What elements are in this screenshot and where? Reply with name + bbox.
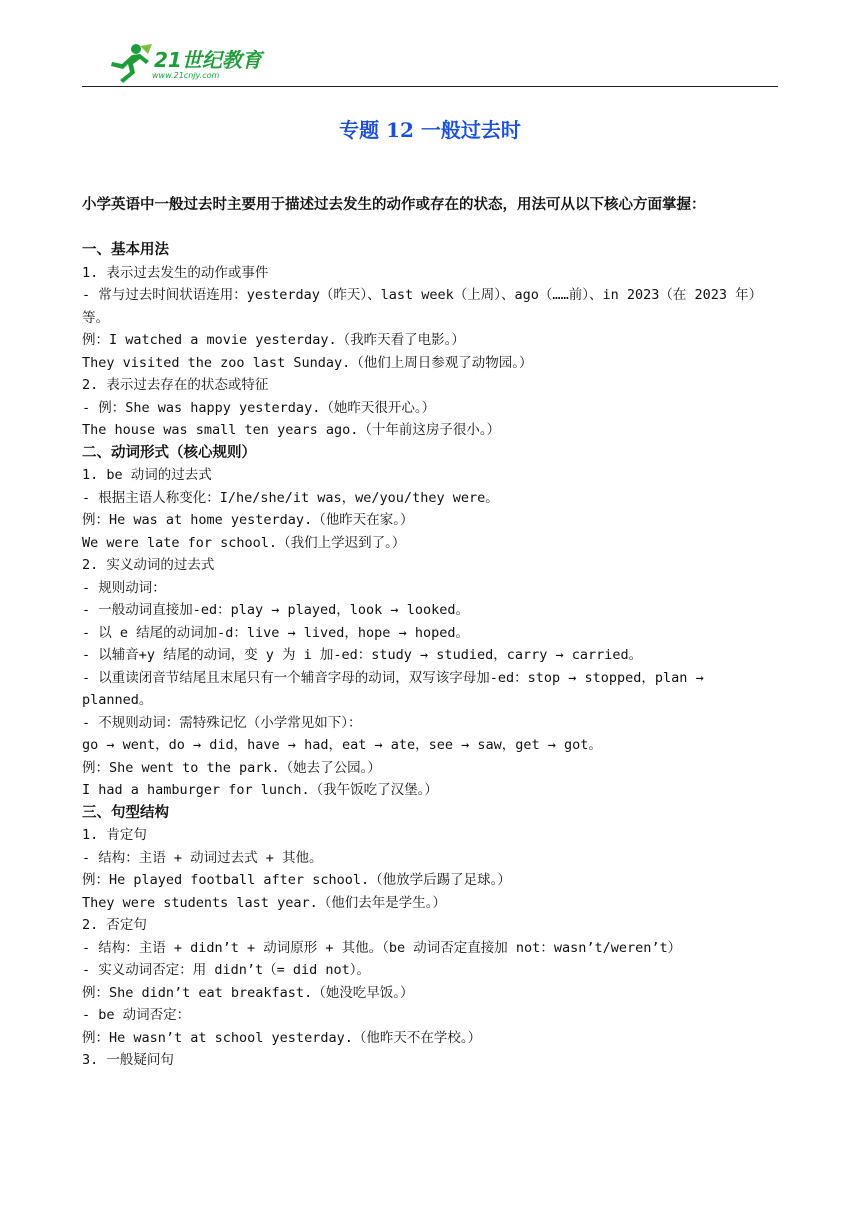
text-line: 1. be 动词的过去式 xyxy=(82,467,212,483)
text-line: 例：He was at home yesterday.（他昨天在家。） xyxy=(82,512,414,528)
page-header xyxy=(82,40,778,87)
text-line: The house was small ten years ago.（十年前这房子很小。） xyxy=(82,422,501,438)
intro-paragraph: 小学英语中一般过去时主要用于描述过去发生的动作或存在的状态，用法可从以下核心方面掌握： xyxy=(82,197,706,213)
text-line: I had a hamburger for lunch.（我午饭吃了汉堡。） xyxy=(82,782,438,798)
logo xyxy=(102,42,272,84)
text-line: 3. 一般疑问句 xyxy=(82,1052,174,1068)
document-lines xyxy=(82,239,782,1072)
section-heading: 一、基本用法 xyxy=(82,242,169,258)
text-line: - be 动词否定： xyxy=(82,1007,191,1023)
text-line: 1. 表示过去发生的动作或事件 xyxy=(82,264,269,281)
text-line: - 以 e 结尾的动词加-d：live → lived，hope → hoped。 xyxy=(82,624,469,641)
text-line: 2. 实义动词的过去式 xyxy=(82,557,215,573)
section-heading: 二、动词形式（核心规则） xyxy=(82,444,256,461)
text-line: - 结构：主语 + 动词过去式 + 其他。 xyxy=(82,849,323,866)
text-line: 例：She didn’t eat breakfast.（她没吃早饭。） xyxy=(82,984,414,1001)
document-body xyxy=(82,194,782,1072)
text-line: - 以辅音+y 结尾的动词，变 y 为 i 加-ed：study → studied，carry → carried。 xyxy=(82,647,643,663)
logo-text: 21世纪教育 xyxy=(154,48,262,72)
text-line: - 常与过去时间状语连用：yesterday（昨天）、last week（上周）、ago（……前）、in 2023（在 2023 年）等。 xyxy=(82,287,763,326)
text-line: 例：I watched a movie yesterday.（我昨天看了电影。） xyxy=(82,332,465,348)
text-line: 例：He wasn’t at school yesterday.（他昨天不在学校。） xyxy=(82,1029,482,1046)
text-line: go → went，do → did，have → had，eat → ate，see → saw，get → got。 xyxy=(82,737,602,753)
logo-url: www.21cnjy.com xyxy=(152,71,220,80)
text-line: - 规则动词： xyxy=(82,579,166,596)
text-line: 2. 表示过去存在的状态或特征 xyxy=(82,377,269,393)
text-line: We were late for school.（我们上学迟到了。） xyxy=(82,534,406,551)
text-line: - 一般动词直接加-ed：play → played，look → looked。 xyxy=(82,602,469,618)
text-line: 例：He played football after school.（他放学后踢了足球。） xyxy=(82,872,511,888)
text-line: - 以重读闭音节结尾且末尾只有一个辅音字母的动词，双写该字母加-ed：stop → stopped，plan → planned。 xyxy=(82,669,712,708)
runner-logo-icon xyxy=(102,42,154,84)
text-line: - 根据主语人称变化：I/he/she/it was，we/you/they were。 xyxy=(82,489,499,506)
text-line: 2. 否定句 xyxy=(82,917,147,933)
section-heading: 三、句型结构 xyxy=(82,804,169,821)
text-line: - 实义动词否定：用 didn’t（= did not）。 xyxy=(82,962,371,978)
text-line: - 结构：主语 + didn’t + 动词原形 + 其他。（be 动词否定直接加 not：wasn’t/weren’t） xyxy=(82,939,682,956)
text-line: - 例：She was happy yesterday.（她昨天很开心。） xyxy=(82,399,436,416)
text-line: - 不规则动词：需特殊记忆（小学常见如下）： xyxy=(82,714,362,731)
text-line: They were students last year.（他们去年是学生。） xyxy=(82,894,446,911)
page-title: 专题 12 一般过去时 xyxy=(339,118,521,142)
text-line: 1. 肯定句 xyxy=(82,827,147,843)
text-line: 例：She went to the park.（她去了公园。） xyxy=(82,759,381,776)
text-line: They visited the zoo last Sunday.（他们上周日参观了动物园。） xyxy=(82,354,533,371)
